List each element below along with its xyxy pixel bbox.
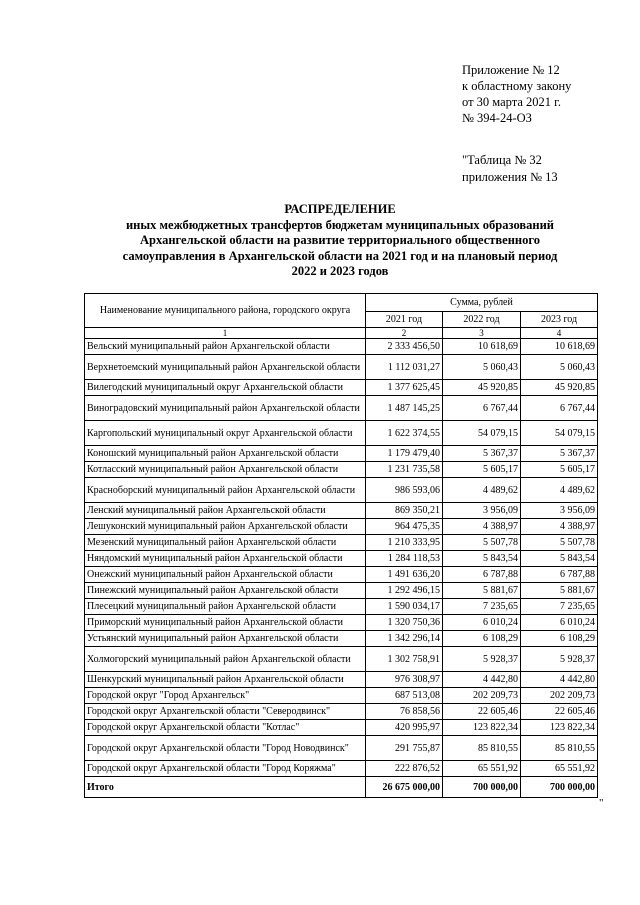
amount-2021: 1 302 758,91 [366, 647, 443, 672]
municipality-name: Верхнетоемский муниципальный район Архангельской области [85, 355, 366, 380]
amount-2022: 6 108,29 [443, 631, 521, 647]
closing-quote-mark: " [599, 797, 604, 809]
amount-2022: 5 367,37 [443, 446, 521, 462]
header-year-2023: 2023 год [521, 312, 598, 328]
amount-2021: 1 112 031,27 [366, 355, 443, 380]
amount-2021: 964 475,35 [366, 519, 443, 535]
total-2023: 700 000,00 [521, 777, 598, 798]
table-row [85, 355, 598, 380]
amount-2022: 5 843,54 [443, 551, 521, 567]
amount-2023: 5 928,37 [521, 647, 598, 672]
header-sum-group: Сумма, рублей [366, 294, 598, 312]
amount-2023: 4 442,80 [521, 672, 598, 688]
municipality-name: Котласский муниципальный район Архангельской области [85, 462, 366, 478]
appendix-line: Приложение № 12 [462, 63, 560, 77]
total-row [85, 777, 598, 798]
title-line: 2022 и 2023 годов [291, 264, 389, 278]
table-row [85, 421, 598, 446]
amount-2023: 6 108,29 [521, 631, 598, 647]
column-number: 4 [521, 328, 598, 339]
table-ref-line: приложения № 13 [462, 170, 558, 184]
amount-2021: 976 308,97 [366, 672, 443, 688]
municipality-name: Вельский муниципальный район Архангельской области [85, 339, 366, 355]
table-row [85, 396, 598, 421]
table-row [85, 688, 598, 704]
total-2021: 26 675 000,00 [366, 777, 443, 798]
table-row [85, 720, 598, 736]
amount-2021: 1 179 479,40 [366, 446, 443, 462]
header-year-2021: 2021 год [366, 312, 443, 328]
table-row [85, 503, 598, 519]
amount-2022: 5 507,78 [443, 535, 521, 551]
amount-2022: 7 235,65 [443, 599, 521, 615]
amount-2022: 5 605,17 [443, 462, 521, 478]
header-year-2022: 2022 год [443, 312, 521, 328]
municipality-name: Онежский муниципальный район Архангельской области [85, 567, 366, 583]
document-title [84, 202, 596, 280]
amount-2021: 1 284 118,53 [366, 551, 443, 567]
table-row [85, 647, 598, 672]
municipality-name: Лешуконский муниципальный район Архангельской области [85, 519, 366, 535]
amount-2022: 6 767,44 [443, 396, 521, 421]
municipality-name: Красноборский муниципальный район Архангельской области [85, 478, 366, 503]
municipality-name: Мезенский муниципальный район Архангельской области [85, 535, 366, 551]
table-row [85, 551, 598, 567]
amount-2023: 22 605,46 [521, 704, 598, 720]
table-ref-line: "Таблица № 32 [462, 153, 542, 167]
amount-2021: 1 622 374,55 [366, 421, 443, 446]
municipality-name: Устьянский муниципальный район Архангельской области [85, 631, 366, 647]
table-row [85, 519, 598, 535]
total-2022: 700 000,00 [443, 777, 521, 798]
appendix-line: от 30 марта 2021 г. [462, 95, 562, 109]
municipality-name: Приморский муниципальный район Архангельской области [85, 615, 366, 631]
amount-2021: 1 491 636,20 [366, 567, 443, 583]
amount-2022: 4 388,97 [443, 519, 521, 535]
amount-2022: 54 079,15 [443, 421, 521, 446]
amount-2022: 45 920,85 [443, 380, 521, 396]
amount-2023: 202 209,73 [521, 688, 598, 704]
municipality-name: Городской округ Архангельской области "Город Коряжма" [85, 761, 366, 777]
amount-2022: 85 810,55 [443, 736, 521, 761]
municipality-name: Городской округ Архангельской области "Котлас" [85, 720, 366, 736]
municipality-name: Виноградовский муниципальный район Архангельской области [85, 396, 366, 421]
title-line: самоуправления в Архангельской области на 2021 год и на плановый период [122, 248, 558, 263]
amount-2021: 291 755,87 [366, 736, 443, 761]
title-heading: РАСПРЕДЕЛЕНИЕ [284, 202, 396, 216]
amount-2022: 4 442,80 [443, 672, 521, 688]
distribution-table [84, 293, 598, 798]
amount-2022: 6 787,88 [443, 567, 521, 583]
amount-2023: 5 507,78 [521, 535, 598, 551]
municipality-name: Шенкурский муниципальный район Архангельской области [85, 672, 366, 688]
amount-2023: 54 079,15 [521, 421, 598, 446]
table-row [85, 615, 598, 631]
title-line: Архангельской области на развитие территориального общественного [140, 233, 540, 247]
amount-2023: 6 767,44 [521, 396, 598, 421]
amount-2022: 6 010,24 [443, 615, 521, 631]
amount-2022: 5 060,43 [443, 355, 521, 380]
amount-2022: 65 551,92 [443, 761, 521, 777]
table-row [85, 339, 598, 355]
column-number: 2 [366, 328, 443, 339]
amount-2023: 5 843,54 [521, 551, 598, 567]
amount-2023: 6 010,24 [521, 615, 598, 631]
appendix-line: к областному закону [462, 79, 572, 93]
amount-2023: 5 605,17 [521, 462, 598, 478]
amount-2023: 45 920,85 [521, 380, 598, 396]
amount-2021: 1 231 735,58 [366, 462, 443, 478]
municipality-name: Городской округ Архангельской области "Северодвинск" [85, 704, 366, 720]
amount-2021: 986 593,06 [366, 478, 443, 503]
municipality-name: Вилегодский муниципальный округ Архангельской области [85, 380, 366, 396]
amount-2021: 222 876,52 [366, 761, 443, 777]
municipality-name: Коношский муниципальный район Архангельской области [85, 446, 366, 462]
municipality-name: Ленский муниципальный район Архангельской области [85, 503, 366, 519]
amount-2021: 76 858,56 [366, 704, 443, 720]
amount-2021: 1 292 496,15 [366, 583, 443, 599]
table-row [85, 704, 598, 720]
header-name-column: Наименование муниципального района, городского округа [85, 294, 366, 328]
amount-2021: 687 513,08 [366, 688, 443, 704]
amount-2023: 7 235,65 [521, 599, 598, 615]
amount-2022: 4 489,62 [443, 478, 521, 503]
amount-2021: 1 342 296,14 [366, 631, 443, 647]
municipality-name: Няндомский муниципальный район Архангельской области [85, 551, 366, 567]
total-label: Итого [85, 777, 366, 798]
table-row [85, 380, 598, 396]
amount-2023: 5 367,37 [521, 446, 598, 462]
amount-2021: 1 590 034,17 [366, 599, 443, 615]
amount-2023: 4 388,97 [521, 519, 598, 535]
table-reference [462, 152, 558, 186]
table-row [85, 446, 598, 462]
amount-2022: 202 209,73 [443, 688, 521, 704]
table-row [85, 736, 598, 761]
municipality-name: Плесецкий муниципальный район Архангельской области [85, 599, 366, 615]
municipality-name: Городской округ "Город Архангельск" [85, 688, 366, 704]
table-row [85, 567, 598, 583]
column-number: 3 [443, 328, 521, 339]
amount-2023: 3 956,09 [521, 503, 598, 519]
amount-2022: 22 605,46 [443, 704, 521, 720]
amount-2021: 2 333 456,50 [366, 339, 443, 355]
amount-2021: 869 350,21 [366, 503, 443, 519]
table-row [85, 462, 598, 478]
table-row [85, 535, 598, 551]
table-row [85, 761, 598, 777]
amount-2022: 3 956,09 [443, 503, 521, 519]
amount-2022: 5 881,67 [443, 583, 521, 599]
municipality-name: Пинежский муниципальный район Архангельской области [85, 583, 366, 599]
table-row [85, 672, 598, 688]
amount-2021: 420 995,97 [366, 720, 443, 736]
amount-2023: 6 787,88 [521, 567, 598, 583]
amount-2021: 1 320 750,36 [366, 615, 443, 631]
municipality-name: Каргопольский муниципальный округ Архангельской области [85, 421, 366, 446]
amount-2022: 10 618,69 [443, 339, 521, 355]
municipality-name: Городской округ Архангельской области "Город Новодвинск" [85, 736, 366, 761]
table-row [85, 583, 598, 599]
amount-2021: 1 377 625,45 [366, 380, 443, 396]
amount-2022: 5 928,37 [443, 647, 521, 672]
amount-2023: 65 551,92 [521, 761, 598, 777]
table-row [85, 478, 598, 503]
amount-2023: 85 810,55 [521, 736, 598, 761]
table-row [85, 631, 598, 647]
municipality-name: Холмогорский муниципальный район Архангельской области [85, 647, 366, 672]
title-line: иных межбюджетных трансфертов бюджетам муниципальных образований [125, 217, 555, 232]
amount-2023: 123 822,34 [521, 720, 598, 736]
appendix-line: № 394-24-ОЗ [462, 111, 532, 125]
amount-2022: 123 822,34 [443, 720, 521, 736]
appendix-reference [462, 62, 571, 126]
column-number: 1 [85, 328, 366, 339]
amount-2023: 5 881,67 [521, 583, 598, 599]
table-row [85, 599, 598, 615]
amount-2021: 1 487 145,25 [366, 396, 443, 421]
amount-2021: 1 210 333,95 [366, 535, 443, 551]
amount-2023: 4 489,62 [521, 478, 598, 503]
amount-2023: 5 060,43 [521, 355, 598, 380]
amount-2023: 10 618,69 [521, 339, 598, 355]
